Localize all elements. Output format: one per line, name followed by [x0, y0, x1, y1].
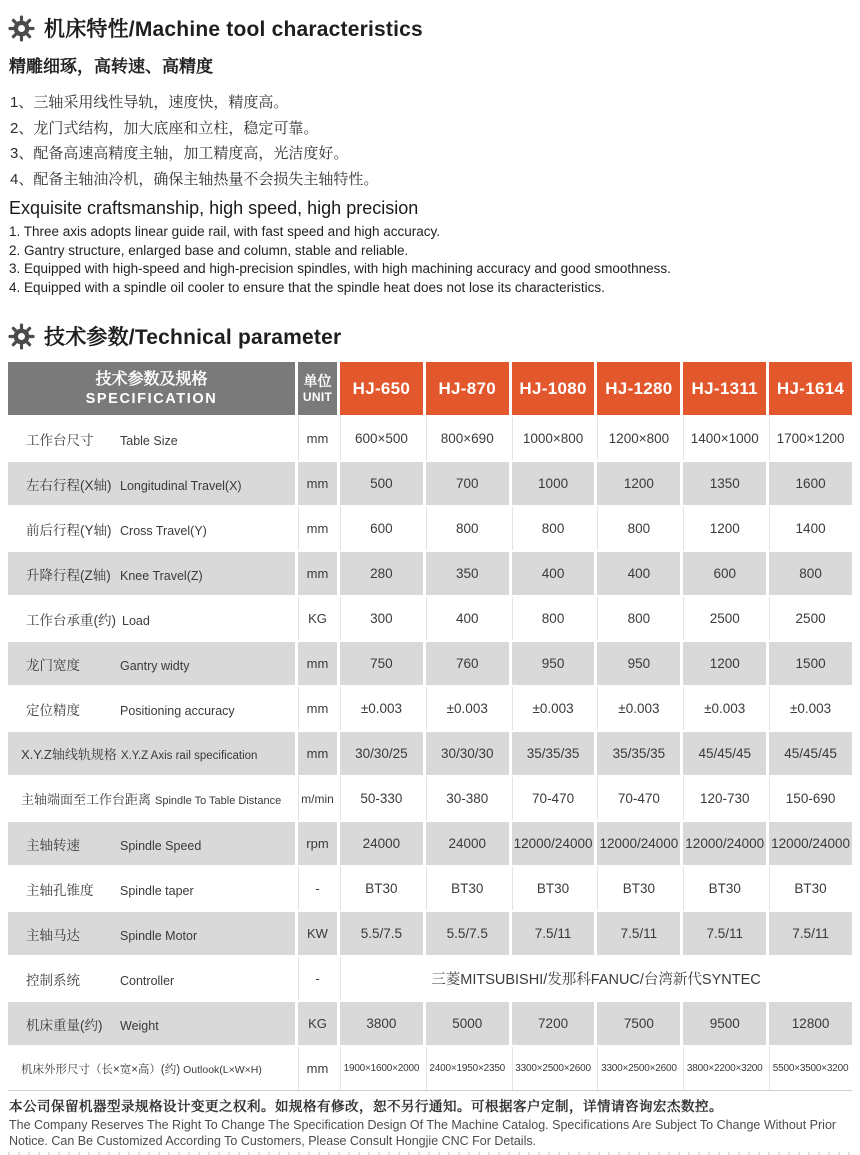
row-value: 12000/24000 [594, 820, 680, 865]
row-label-cn: 主轴孔锥度 [26, 882, 94, 898]
row-value: 800 [423, 505, 509, 550]
feature-item-cn: 2、龙门式结构，加大底座和立柱，稳定可靠。 [10, 119, 319, 137]
row-label-en: Positioning accuracy [120, 703, 235, 718]
spec-table-body [8, 415, 852, 1090]
row-unit: m/min [295, 775, 337, 820]
row-label-en: Spindle To Table Distance [155, 795, 282, 807]
row-value: 1700×1200 [766, 415, 852, 460]
feature-item-en: 1. Three axis adopts linear guide rail, with fast speed and high accuracy. [9, 224, 440, 239]
row-value: 1000×800 [509, 415, 595, 460]
row-label-en: Weight [120, 1018, 159, 1033]
row-value: 700 [423, 460, 509, 505]
row-label-cn: 主轴马达 [26, 927, 80, 943]
row-unit: mm [295, 1045, 337, 1090]
row-value: 1200 [594, 460, 680, 505]
row-label-en: Spindle Speed [120, 838, 202, 853]
row-label-cn: 定位精度 [26, 702, 80, 718]
row-value: BT30 [766, 865, 852, 910]
row-unit: mm [295, 550, 337, 595]
row-value: 600 [680, 550, 766, 595]
row-label-en: Gantry widty [120, 658, 190, 673]
row-label [8, 640, 295, 685]
row-value: ±0.003 [337, 685, 423, 730]
row-value: 9500 [680, 1000, 766, 1045]
row-label-cn: X.Y.Z轴线轨规格 [21, 747, 117, 762]
row-value: BT30 [680, 865, 766, 910]
row-label-en: Longitudinal Travel(X) [120, 478, 242, 493]
row-value: 800 [594, 505, 680, 550]
feature-item-cn: 4、配备主轴油冷机，确保主轴热量不会损失主轴特性。 [10, 170, 379, 188]
row-unit: mm [295, 640, 337, 685]
table-header-row [8, 362, 852, 415]
row-unit: KG [295, 595, 337, 640]
section-parameters-header [8, 321, 852, 351]
row-value: 400 [509, 550, 595, 595]
row-value: 800 [594, 595, 680, 640]
row-value: 24000 [337, 820, 423, 865]
row-unit: mm [295, 685, 337, 730]
row-label [8, 730, 295, 775]
row-label-en: X.Y.Z Axis rail specification [120, 750, 258, 762]
disclaimer [9, 1098, 852, 1149]
row-value: 70-470 [509, 775, 595, 820]
row-value: 35/35/35 [594, 730, 680, 775]
feature-item-en: 4. Equipped with a spindle oil cooler to ensure that the spindle heat does not lose its characteristics. [9, 279, 605, 295]
model-column-header: HJ-1614 [766, 362, 852, 415]
row-value: 280 [337, 550, 423, 595]
row-label-cn: 前后行程(Y轴) [26, 522, 112, 538]
feature-item-cn: 3、配备高速高精度主轴，加工精度高，光洁度好。 [10, 145, 349, 162]
row-label [8, 1000, 295, 1045]
row-value-merged: 三菱MITSUBISHI/发那科FANUC/台湾新代SYNTEC [337, 955, 852, 1000]
row-label [8, 955, 295, 1000]
row-value: 150-690 [766, 775, 852, 820]
row-value: 7.5/11 [680, 910, 766, 955]
row-value: 800 [509, 505, 595, 550]
row-unit: - [295, 955, 337, 1000]
row-label [8, 910, 295, 955]
row-value: 12000/24000 [509, 820, 595, 865]
row-value: 2500 [766, 595, 852, 640]
row-label-cn: 主轴转速 [26, 837, 80, 853]
row-value: 1350 [680, 460, 766, 505]
row-value: 1400×1000 [680, 415, 766, 460]
row-label [8, 1045, 295, 1090]
spec-row [8, 910, 852, 955]
row-value: 7.5/11 [509, 910, 595, 955]
row-value: BT30 [509, 865, 595, 910]
row-label-cn: 控制系统 [26, 972, 80, 988]
row-value: 12000/24000 [766, 820, 852, 865]
row-value: ±0.003 [680, 685, 766, 730]
row-value: 600×500 [337, 415, 423, 460]
row-label-cn: 龙门宽度 [26, 657, 80, 673]
row-label-en: Knee Travel(Z) [120, 568, 203, 583]
spec-row [8, 415, 852, 460]
model-column-header: HJ-1311 [680, 362, 766, 415]
row-value: 5500×3500×3200 [766, 1045, 852, 1090]
spec-row [8, 865, 852, 910]
row-label [8, 460, 295, 505]
row-value: 400 [423, 595, 509, 640]
row-value: 3300×2500×2600 [594, 1045, 680, 1090]
row-value: 1500 [766, 640, 852, 685]
row-value: 45/45/45 [766, 730, 852, 775]
row-value: 3300×2500×2600 [509, 1045, 595, 1090]
row-value: 5.5/7.5 [423, 910, 509, 955]
row-label [8, 775, 295, 820]
row-value: 30/30/25 [337, 730, 423, 775]
row-label [8, 820, 295, 865]
spec-row [8, 640, 852, 685]
row-value: 950 [509, 640, 595, 685]
spec-row [8, 820, 852, 865]
row-value: 760 [423, 640, 509, 685]
row-label-en: Controller [120, 973, 175, 988]
row-value: 2500 [680, 595, 766, 640]
row-value: ±0.003 [423, 685, 509, 730]
spec-row [8, 505, 852, 550]
row-value: 50-330 [337, 775, 423, 820]
row-value: 500 [337, 460, 423, 505]
row-value: 24000 [423, 820, 509, 865]
unit-header-cn: 单位 [303, 373, 332, 389]
row-label-cn: 机床重量(约) [26, 1017, 103, 1033]
unit-header-en: UNIT [302, 390, 333, 404]
spec-row [8, 685, 852, 730]
row-value: 800×690 [423, 415, 509, 460]
row-value: 3800×2200×3200 [680, 1045, 766, 1090]
row-label-cn: 机床外形尺寸（长×宽×高）(约) [21, 1063, 181, 1076]
row-label-cn: 左右行程(X轴) [26, 477, 112, 493]
feature-list-cn [10, 90, 852, 192]
row-label [8, 415, 295, 460]
row-label [8, 595, 295, 640]
feature-list-en [9, 223, 852, 297]
row-value: 12000/24000 [680, 820, 766, 865]
row-unit: KW [295, 910, 337, 955]
feature-item-en: 2. Gantry structure, enlarged base and column, stable and reliable. [9, 242, 409, 258]
row-value: 1200 [680, 505, 766, 550]
row-label [8, 550, 295, 595]
row-value: 7200 [509, 1000, 595, 1045]
row-label-cn: 工作台尺寸 [26, 432, 94, 448]
row-unit: mm [295, 730, 337, 775]
section-characteristics-title: 机床特性/Machine tool characteristics [44, 18, 423, 41]
row-value: 600 [337, 505, 423, 550]
row-value: 3800 [337, 1000, 423, 1045]
spec-column-header [8, 362, 295, 415]
spec-row [8, 955, 852, 1000]
row-label-en: Cross Travel(Y) [120, 523, 207, 538]
row-unit: mm [295, 505, 337, 550]
gear-icon [8, 323, 35, 350]
row-value: 750 [337, 640, 423, 685]
row-value: ±0.003 [509, 685, 595, 730]
row-label [8, 685, 295, 730]
row-unit: rpm [295, 820, 337, 865]
row-label-cn: 主轴端面至工作台距离 [21, 792, 152, 807]
characteristics-subtitle-cn: 精雕细琢，高转速、高精度 [9, 57, 213, 76]
spec-row [8, 775, 852, 820]
row-unit: mm [295, 415, 337, 460]
row-unit: mm [295, 460, 337, 505]
row-value: BT30 [594, 865, 680, 910]
row-label [8, 505, 295, 550]
row-label-en: Spindle Motor [120, 928, 198, 943]
row-value: 1900×1600×2000 [337, 1045, 423, 1090]
characteristics-heading-en: Exquisite craftsmanship, high speed, high precision [9, 198, 419, 218]
spec-header-en: SPECIFICATION [85, 390, 218, 407]
row-value: 1200×800 [594, 415, 680, 460]
spec-row [8, 550, 852, 595]
unit-column-header [295, 362, 337, 415]
row-value: 45/45/45 [680, 730, 766, 775]
row-label-en: Spindle taper [120, 883, 194, 898]
row-value: 5.5/7.5 [337, 910, 423, 955]
disclaimer-en: The Company Reserves The Right To Change The Specification Design Of The Machine Catalog. Specifications Are Subject To Change Without Prior Notice. Can Be Customized According To Customers, Please Consult Hongjie CNC For Details. [9, 1118, 837, 1148]
row-value: 300 [337, 595, 423, 640]
row-unit: KG [295, 1000, 337, 1045]
row-value: 7.5/11 [766, 910, 852, 955]
spec-table [8, 362, 852, 1091]
row-value: 1600 [766, 460, 852, 505]
section-parameters-title: 技术参数/Technical parameter [44, 326, 342, 349]
spec-row [8, 1045, 852, 1090]
model-column-header: HJ-1080 [509, 362, 595, 415]
row-value: 2400×1950×2350 [423, 1045, 509, 1090]
row-value: 800 [766, 550, 852, 595]
feature-item-cn: 1、三轴采用线性导轨，速度快，精度高。 [10, 94, 289, 111]
model-column-header: HJ-650 [337, 362, 423, 415]
row-value: ±0.003 [766, 685, 852, 730]
spec-row [8, 730, 852, 775]
row-value: 30/30/30 [423, 730, 509, 775]
row-value: 400 [594, 550, 680, 595]
row-value: 35/35/35 [509, 730, 595, 775]
row-value: 950 [594, 640, 680, 685]
row-value: 800 [509, 595, 595, 640]
row-value: 12800 [766, 1000, 852, 1045]
row-value: 7.5/11 [594, 910, 680, 955]
row-label-en: Outlook(L×W×H) [183, 1063, 262, 1076]
row-value: 7500 [594, 1000, 680, 1045]
section-characteristics-header [8, 13, 852, 43]
spec-header-cn: 技术参数及规格 [95, 370, 208, 388]
spec-row [8, 1000, 852, 1045]
row-label-cn: 升降行程(Z轴) [26, 567, 111, 583]
row-value: 30-380 [423, 775, 509, 820]
row-value: 350 [423, 550, 509, 595]
spec-row [8, 595, 852, 640]
row-label-cn: 工作台承重(约) [26, 612, 116, 628]
row-value: BT30 [337, 865, 423, 910]
row-value: 1200 [680, 640, 766, 685]
row-value: 70-470 [594, 775, 680, 820]
row-label-en: Load [122, 613, 150, 628]
model-column-header: HJ-1280 [594, 362, 680, 415]
model-column-header: HJ-870 [423, 362, 509, 415]
row-value: 1400 [766, 505, 852, 550]
row-value: BT30 [423, 865, 509, 910]
row-unit: - [295, 865, 337, 910]
row-value: ±0.003 [594, 685, 680, 730]
spec-row [8, 460, 852, 505]
row-label [8, 865, 295, 910]
row-value: 1000 [509, 460, 595, 505]
feature-item-en: 3. Equipped with high-speed and high-precision spindles, with high machining accuracy and good smoothness. [9, 261, 671, 276]
row-value: 5000 [423, 1000, 509, 1045]
row-value: 120-730 [680, 775, 766, 820]
row-label-en: Table Size [120, 433, 178, 448]
gear-icon [8, 15, 35, 42]
disclaimer-cn: 本公司保留机器型录规格设计变更之权利。如规格有修改，恕不另行通知。可根据客户定制，详情请咨询宏杰数控。 [9, 1099, 723, 1114]
